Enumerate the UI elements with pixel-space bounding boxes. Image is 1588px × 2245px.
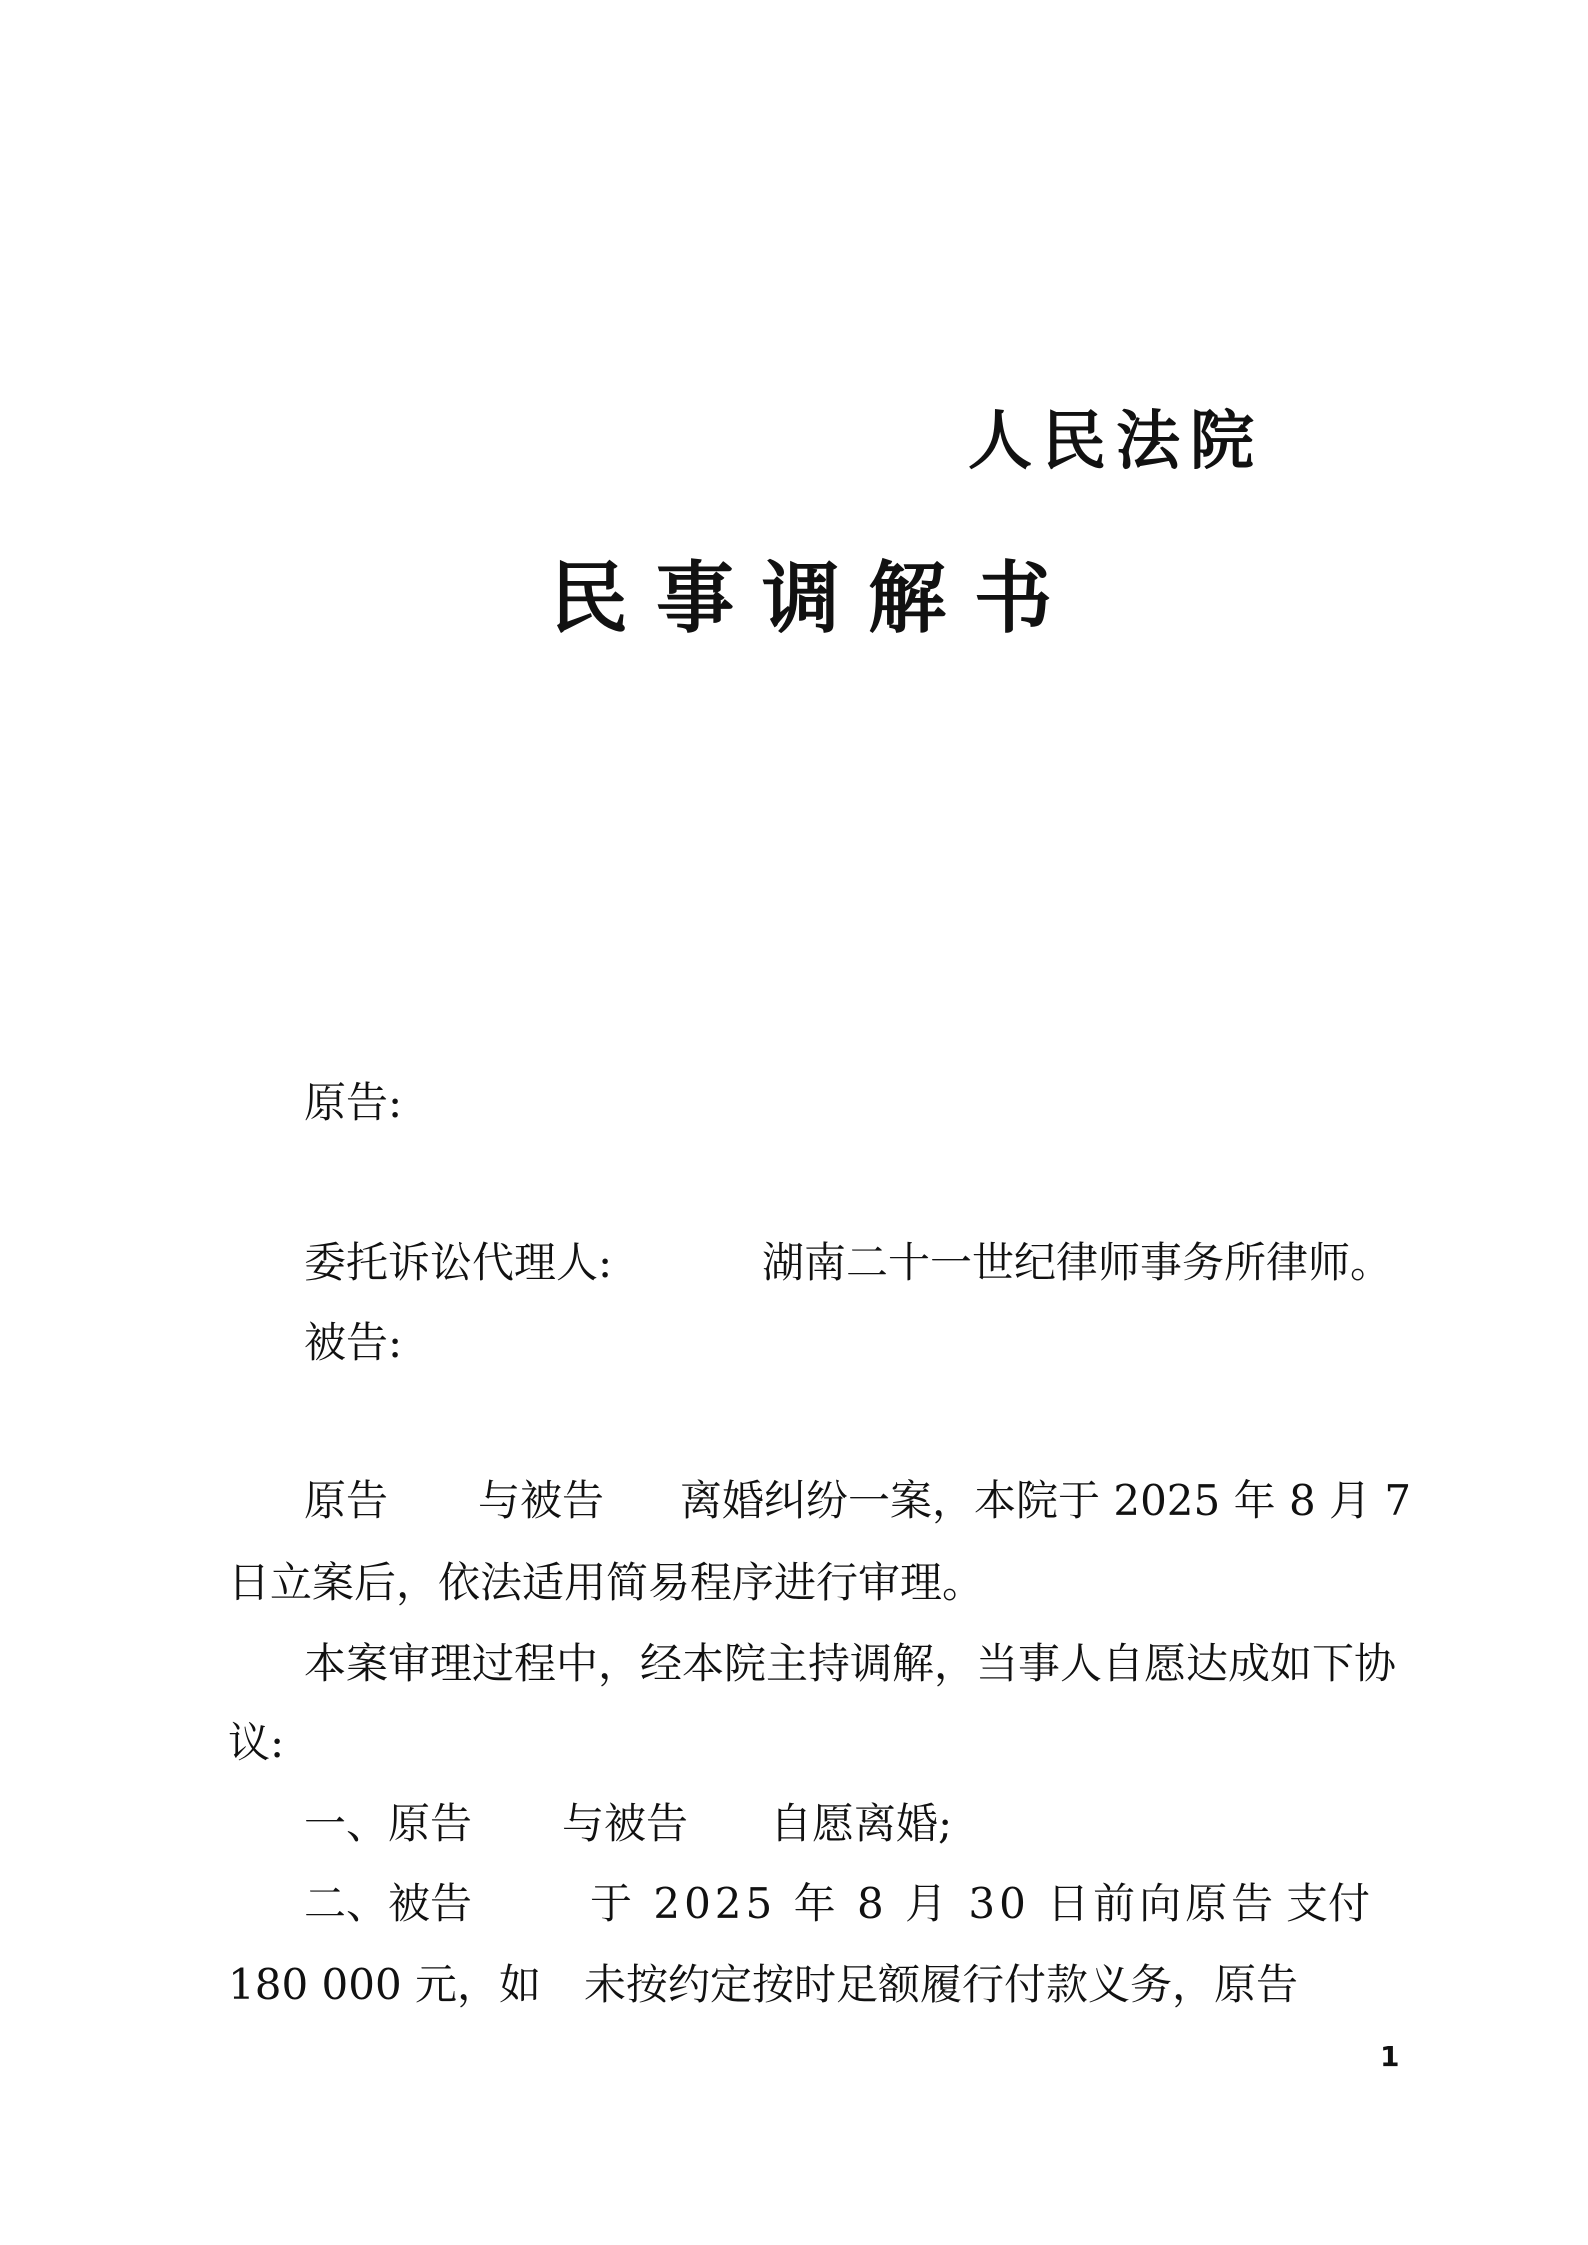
item2-amount: 180 000 元，如 <box>228 1960 542 2009</box>
case-intro-text: 离婚纠纷一案，本院于 2025 年 8 月 7 <box>680 1476 1412 1525</box>
agent-label: 委托诉讼代理人: <box>304 1238 613 1287</box>
case-intro-defendant: 与被告 <box>478 1476 605 1525</box>
item2-pay: 支付 <box>1286 1879 1371 1928</box>
item2-deadline: 于 2025 年 8 月 30 日前向原告 <box>590 1879 1278 1928</box>
item1-plaintiff: 一、原告 <box>304 1799 473 1848</box>
defendant-label: 被告: <box>304 1318 403 1367</box>
mediation-line1: 本案审理过程中，经本院主持调解，当事人自愿达成如下协 <box>304 1639 1397 1688</box>
item2-defendant: 二、被告 <box>304 1879 473 1928</box>
case-intro-line2: 日立案后，依法适用简易程序进行审理。 <box>228 1558 985 1607</box>
agent-firm: 湖南二十一世纪律师事务所律师。 <box>762 1238 1393 1287</box>
case-intro-plaintiff: 原告 <box>304 1476 389 1525</box>
page-number: 1 <box>1380 2040 1400 2073</box>
item1-defendant: 与被告 <box>562 1799 689 1848</box>
plaintiff-label: 原告: <box>304 1078 403 1127</box>
court-name: 人民法院 <box>968 404 1264 479</box>
mediation-line2: 议: <box>228 1718 285 1767</box>
item1-text: 自愿离婚; <box>770 1799 953 1848</box>
item2-default-clause: 未按约定按时足额履行付款义务，原告 <box>584 1960 1299 2009</box>
document-title: 民事调解书 <box>550 553 1081 644</box>
